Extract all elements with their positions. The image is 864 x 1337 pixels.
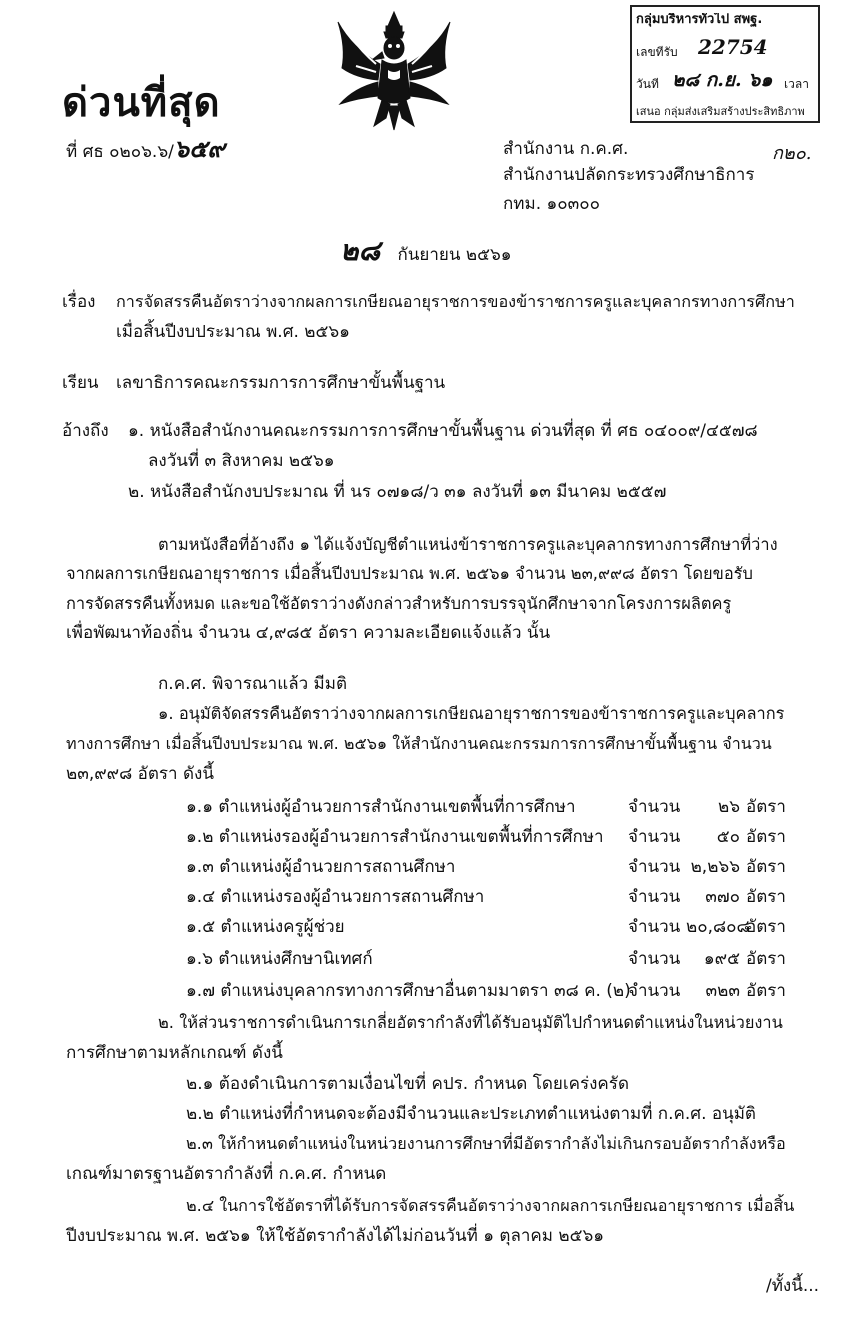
position-row-count-label: จำนวน	[628, 917, 681, 937]
criterion-2-2: ๒.๒ ตำแหน่งที่กำหนดจะต้องมีจำนวนและประเภทตำแหน่งตามที่ ก.ค.ศ. อนุมัติ	[186, 1104, 756, 1124]
office-name: สำนักงาน ก.ค.ศ.	[503, 139, 629, 159]
stamp-date-label: วันที่	[636, 77, 659, 91]
office-postal: กทม. ๑๐๓๐๐	[503, 194, 601, 214]
subject-line-1: การจัดสรรคืนอัตราว่างจากผลการเกษียณอายุราชการของข้าราชการครูและบุคลากรทางการศึกษา	[116, 292, 795, 311]
criterion-2-3-line-1: ๒.๓ ให้กำหนดตำแหน่งในหน่วยงานการศึกษาที่มีอัตรากำลังไม่เกินกรอบอัตรากำลังหรือ	[186, 1134, 786, 1153]
position-row-count-label: จำนวน	[628, 949, 681, 969]
position-row-count: ๒๖	[718, 797, 740, 817]
position-row-count-label: จำนวน	[628, 887, 681, 907]
continued-marker: /ทั้งนี้...	[766, 1276, 820, 1296]
subject-label: เรื่อง	[62, 292, 96, 312]
resolution-1-line-3: ๒๓,๙๙๘ อัตรา ดังนี้	[66, 764, 214, 784]
position-row-unit: อัตรา	[746, 887, 786, 907]
stamp-office: กลุ่มบริหารทั่วไป สพฐ.	[636, 13, 763, 27]
para1-line-4: เพื่อพัฒนาท้องถิ่น จำนวน ๔,๙๘๕ อัตรา ความละเอียดแจ้งแล้ว นั้น	[66, 623, 551, 643]
criterion-2-1: ๒.๑ ต้องดำเนินการตามเงื่อนไขที่ คปร. กำหนด โดยเคร่งครัด	[186, 1074, 629, 1094]
para1-line-2: จากผลการเกษียณอายุราชการ เมื่อสิ้นปีงบประมาณ พ.ศ. ๒๕๖๑ จำนวน ๒๓,๙๙๘ อัตรา โดยขอรับ	[66, 564, 753, 583]
position-row-unit: อัตรา	[746, 917, 786, 937]
position-row-unit: อัตรา	[746, 857, 786, 877]
salutation-label: เรียน	[62, 373, 99, 393]
position-row-count: ๑๙๕	[703, 949, 740, 969]
stamp-receive-no-label: เลขที่รับ	[636, 45, 678, 59]
received-stamp	[630, 5, 820, 123]
position-row-label: ๑.๒ ตำแหน่งรองผู้อำนวยการสำนักงานเขตพื้นที่การศึกษา	[186, 827, 604, 847]
position-row-unit: อัตรา	[746, 949, 786, 969]
position-row-unit: อัตรา	[746, 981, 786, 1001]
resolution-1-line-1: ๑. อนุมัติจัดสรรคืนอัตราว่างจากผลการเกษียณอายุราชการของข้าราชการครูและบุคลากร	[158, 704, 785, 723]
position-row-label: ๑.๓ ตำแหน่งผู้อำนวยการสถานศึกษา	[186, 857, 456, 877]
handwritten-annotation: ก๒๐.	[772, 143, 812, 164]
position-row-unit: อัตรา	[746, 797, 786, 817]
stamp-date: ๒๘ ก.ย. ๖๑	[672, 69, 773, 91]
document-number	[66, 134, 225, 163]
position-row-count: ๓๗๐	[705, 887, 740, 907]
resolution-intro: ก.ค.ศ. พิจารณาแล้ว มีมติ	[158, 674, 348, 694]
position-row-label: ๑.๑ ตำแหน่งผู้อำนวยการสำนักงานเขตพื้นที่การศึกษา	[186, 797, 576, 817]
reference-2: ๒. หนังสือสำนักงบประมาณ ที่ นร ๐๗๑๘/ว ๓๑ ลงวันที่ ๑๓ มีนาคม ๒๕๕๗	[128, 482, 667, 502]
stamp-forward-to: เสนอ กลุ่มส่งเสริมสร้างประสิทธิภาพ	[636, 105, 805, 118]
date-day-handwritten: ๒๘	[340, 234, 381, 267]
salutation-recipient: เลขาธิการคณะกรรมการการศึกษาขั้นพื้นฐาน	[116, 373, 446, 393]
subject-line-2: เมื่อสิ้นปีงบประมาณ พ.ศ. ๒๕๖๑	[116, 322, 350, 342]
position-row-count: ๒๐,๘๐๘	[686, 917, 750, 937]
position-row-label: ๑.๖ ตำแหน่งศึกษานิเทศก์	[186, 949, 373, 969]
position-row-count-label: จำนวน	[628, 857, 681, 877]
position-row-unit: อัตรา	[746, 827, 786, 847]
stamp-time-label: เวลา	[784, 77, 809, 91]
reference-1-line-2: ลงวันที่ ๓ สิงหาคม ๒๕๖๑	[148, 451, 335, 471]
urgency-heading: ด่วนที่สุด	[62, 80, 221, 126]
document-number-handwritten: ๖๕๙	[173, 134, 225, 163]
reference-1-line-1: ๑. หนังสือสำนักงานคณะกรรมการการศึกษาขั้นพื้นฐาน ด่วนที่สุด ที่ ศธ ๐๔๐๐๙/๔๕๗๘	[128, 421, 758, 441]
position-row-count-label: จำนวน	[628, 981, 681, 1001]
position-row-label: ๑.๔ ตำแหน่งรองผู้อำนวยการสถานศึกษา	[186, 887, 485, 907]
position-row-count: ๕๐	[716, 827, 740, 847]
resolution-1-line-2: ทางการศึกษา เมื่อสิ้นปีงบประมาณ พ.ศ. ๒๕๖๑ ให้สำนักงานคณะกรรมการการศึกษาขั้นพื้นฐาน จำนวน	[66, 734, 772, 753]
criterion-2-4-line-1: ๒.๔ ในการใช้อัตราที่ได้รับการจัดสรรคืนอัตราว่างจากผลการเกษียณอายุราชการ เมื่อสิ้น	[186, 1196, 795, 1215]
stamp-receive-no: 22754	[698, 35, 768, 59]
criterion-2-3-line-2: เกณฑ์มาตรฐานอัตรากำลังที่ ก.ค.ศ. กำหนด	[66, 1164, 387, 1184]
position-row-count: ๓๒๓	[705, 981, 740, 1001]
para1-line-1: ตามหนังสือที่อ้างถึง ๑ ได้แจ้งบัญชีตำแหน่งข้าราชการครูและบุคลากรทางการศึกษาที่ว่าง	[158, 535, 778, 554]
resolution-2-line-1: ๒. ให้ส่วนราชการดำเนินการเกลี่ยอัตรากำลังที่ได้รับอนุมัติไปกำหนดตำแหน่งในหน่วยงาน	[158, 1013, 783, 1032]
position-row-label: ๑.๕ ตำแหน่งครูผู้ช่วย	[186, 917, 345, 937]
office-parent: สำนักงานปลัดกระทรวงศึกษาธิการ	[503, 165, 755, 185]
garuda-emblem	[332, 8, 456, 132]
criterion-2-4-line-2: ปีงบประมาณ พ.ศ. ๒๕๖๑ ให้ใช้อัตรากำลังได้ไม่ก่อนวันที่ ๑ ตุลาคม ๒๕๖๑	[66, 1226, 605, 1246]
document-number-prefix: ที่ ศธ ๐๒๐๖.๖/	[66, 142, 174, 162]
position-row-count-label: จำนวน	[628, 797, 681, 817]
position-row-count-label: จำนวน	[628, 827, 681, 847]
document-date	[340, 234, 512, 267]
date-month-year: กันยายน ๒๕๖๑	[397, 245, 512, 265]
position-row-count: ๒,๒๖๖	[690, 857, 740, 877]
position-row-label: ๑.๗ ตำแหน่งบุคลากรทางการศึกษาอื่นตามมาตรา ๓๘ ค. (๒)	[186, 981, 631, 1001]
para1-line-3: การจัดสรรคืนทั้งหมด และขอใช้อัตราว่างดังกล่าวสำหรับการบรรจุนักศึกษาจากโครงการผลิตครู	[66, 594, 732, 613]
resolution-2-line-2: การศึกษาตามหลักเกณฑ์ ดังนี้	[66, 1043, 283, 1063]
reference-label: อ้างถึง	[62, 421, 109, 441]
